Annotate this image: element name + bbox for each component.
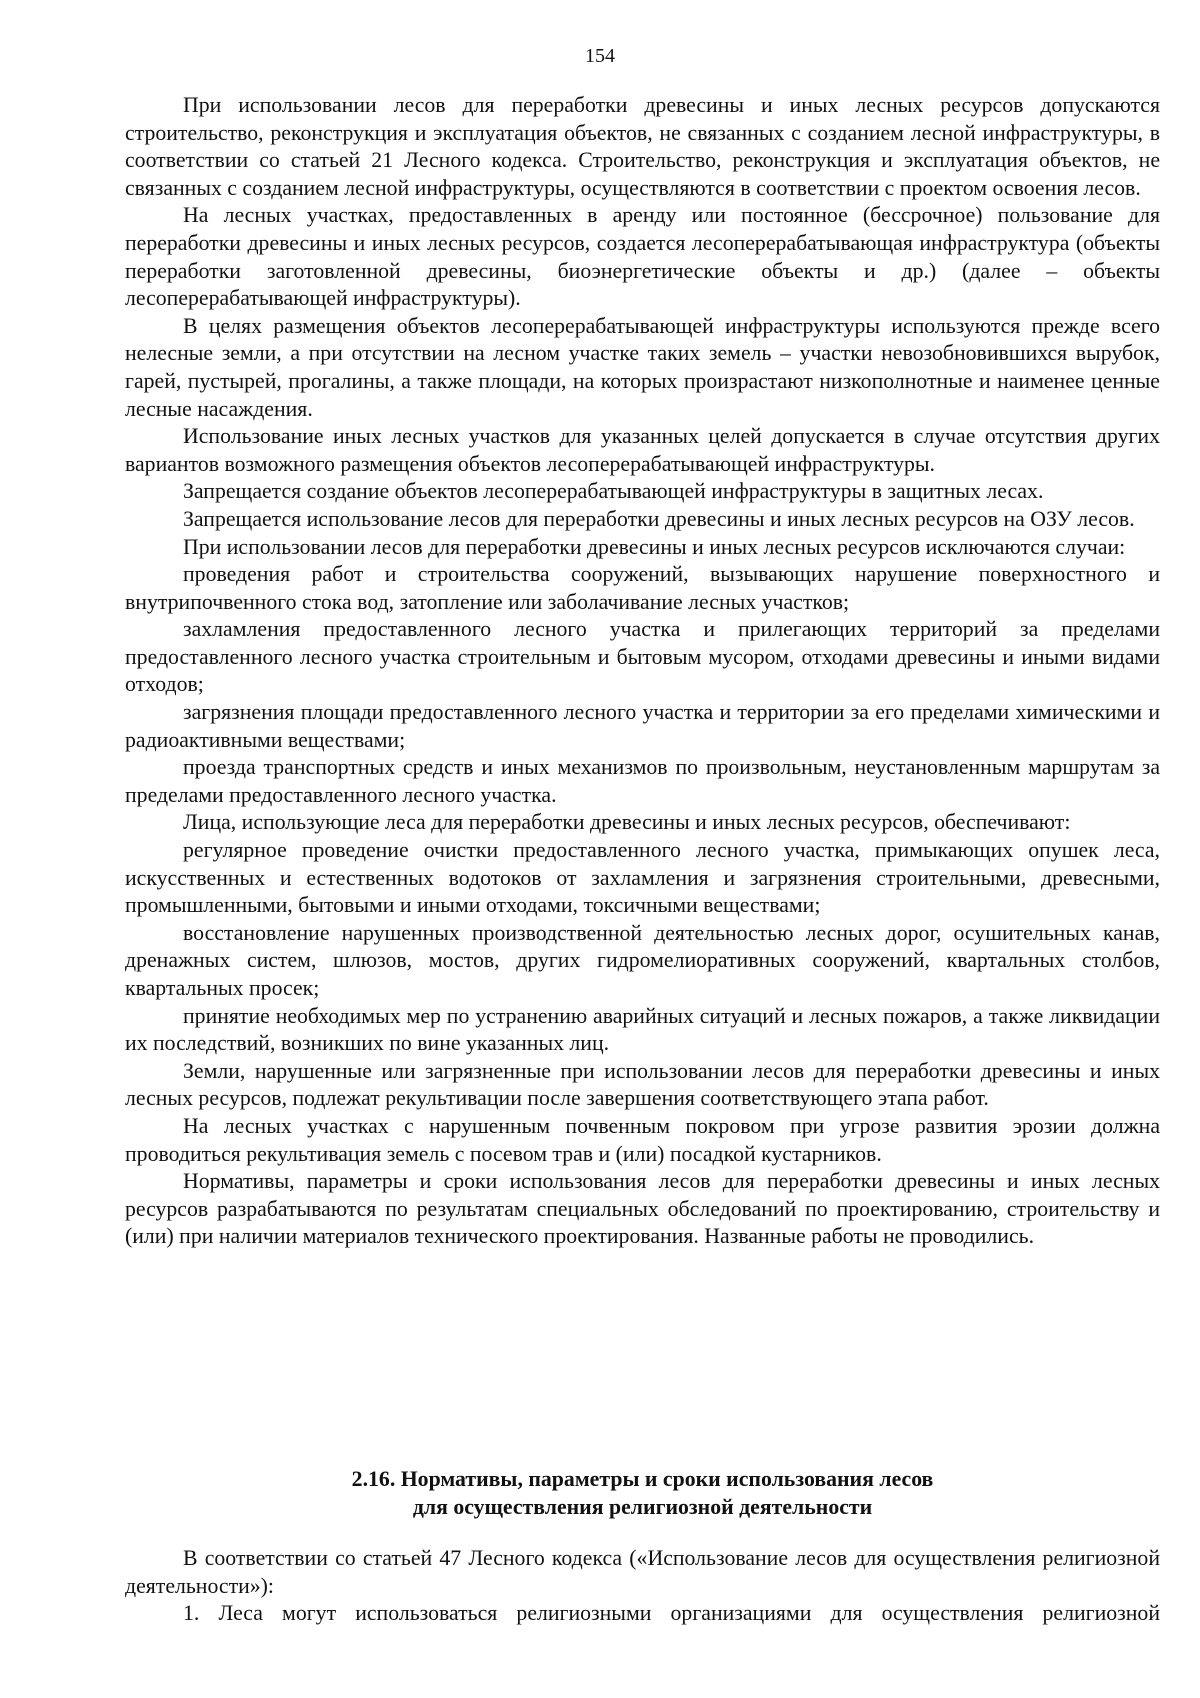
paragraph: При использовании лесов для переработки древесины и иных лесных ресурсов допускаются строительство, реконструкция и эксплуатация объектов, не связанных с созданием лесной инфраструктуры, в соответствии со статьей 21 Лесного кодекса. Строительство, реконструкция и эксплуатация объектов, не связанных с созданием лесной инфраструктуры, осуществляются в соответствии с проектом освоения лесов.: [125, 93, 1160, 200]
page-number: 154: [585, 45, 615, 67]
list-item: загрязнения площади предоставленного лесного участка и территории за его пределами химическими и радиоактивными веществами;: [125, 700, 1160, 752]
paragraph: 1. Леса могут использоваться религиозными организациями для осуществления религиозной: [183, 1601, 1160, 1626]
paragraph: Лица, использующие леса для переработки древесины и иных лесных ресурсов, обеспечивают:: [183, 810, 1071, 835]
list-item: регулярное проведение очистки предоставленного лесного участка, примыкающих опушек леса, искусственных и естественных водотоков от захламления и загрязнения строительными, древесными, промышленными, бытовыми и иными отходами, токсичными веществами;: [125, 838, 1160, 918]
list-item: проезда транспортных средств и иных механизмов по произвольным, неустановленным маршрутам за пределами предоставленного лесного участка.: [125, 755, 1160, 807]
paragraph: Использование иных лесных участков для указанных целей допускается в случае отсутствия других вариантов возможного размещения объектов лесоперерабатывающей инфраструктуры.: [125, 424, 1160, 476]
paragraph: В соответствии со статьей 47 Лесного кодекса («Использование лесов для осуществления религиозной деятельности»):: [125, 1546, 1160, 1598]
section-heading: [125, 1466, 1160, 1521]
list-item: проведения работ и строительства сооружений, вызывающих нарушение поверхностного и внутрипочвенного стока вод, затопление или заболачивание лесных участков;: [125, 562, 1160, 614]
paragraph: Нормативы, параметры и сроки использования лесов для переработки древесины и иных лесных ресурсов разрабатываются по результатам специальных обследований по проектированию, строительству и (или) при наличии материалов технического проектирования. Названные работы не проводились.: [125, 1169, 1160, 1249]
paragraph: Запрещается создание объектов лесоперерабатывающей инфраструктуры в защитных лесах.: [183, 479, 1044, 504]
paragraph: На лесных участках, предоставленных в аренду или постоянное (бессрочное) пользование для переработки древесины и иных лесных ресурсов, создается лесоперерабатывающая инфраструктура (объекты переработки заготовленной древесины, биоэнергетические объекты и др.) (далее – объекты лесоперерабатывающей инфраструктуры).: [125, 203, 1160, 311]
paragraph: Запрещается использование лесов для переработки древесины и иных лесных ресурсов на ОЗУ лесов.: [183, 506, 1135, 531]
section-heading-line: для осуществления религиозной деятельности: [412, 1494, 873, 1519]
section-heading-line: 2.16. Нормативы, параметры и сроки использования лесов: [351, 1467, 934, 1491]
paragraph: На лесных участках с нарушенным почвенным покровом при угрозе развития эрозии должна проводиться рекультивация земель с посевом трав и (или) посадкой кустарников.: [125, 1113, 1160, 1166]
paragraph: В целях размещения объектов лесоперерабатывающей инфраструктуры используются прежде всего нелесные земли, а при отсутствии на лесном участке таких земель – участки невозобновившихся вырубок, гарей, пустырей, прогалины, а также площади, на которых произрастают низкополнотные и наименее ценные лесные насаждения.: [125, 313, 1160, 421]
paragraph: Земли, нарушенные или загрязненные при использовании лесов для переработки древесины и иных лесных ресурсов, подлежат рекультивации после завершения соответствующего этапа работ.: [125, 1058, 1160, 1111]
paragraph: При использовании лесов для переработки древесины и иных лесных ресурсов исключаются случаи:: [183, 534, 1126, 559]
list-item: восстановление нарушенных производственной деятельностью лесных дорог, осушительных канав, дренажных систем, шлюзов, мостов, других гидромелиоративных сооружений, квартальных столбов, квартальных просек;: [125, 920, 1160, 1000]
list-item: захламления предоставленного лесного участка и прилегающих территорий за пределами предоставленного лесного участка строительным и бытовым мусором, отходами древесины и иными видами отходов;: [125, 617, 1160, 697]
section-text: [125, 1545, 1160, 1628]
body-text: [125, 92, 1160, 1251]
list-item: принятие необходимых мер по устранению аварийных ситуаций и лесных пожаров, а также ликвидации их последствий, возникших по вине указанных лиц.: [125, 1003, 1160, 1056]
